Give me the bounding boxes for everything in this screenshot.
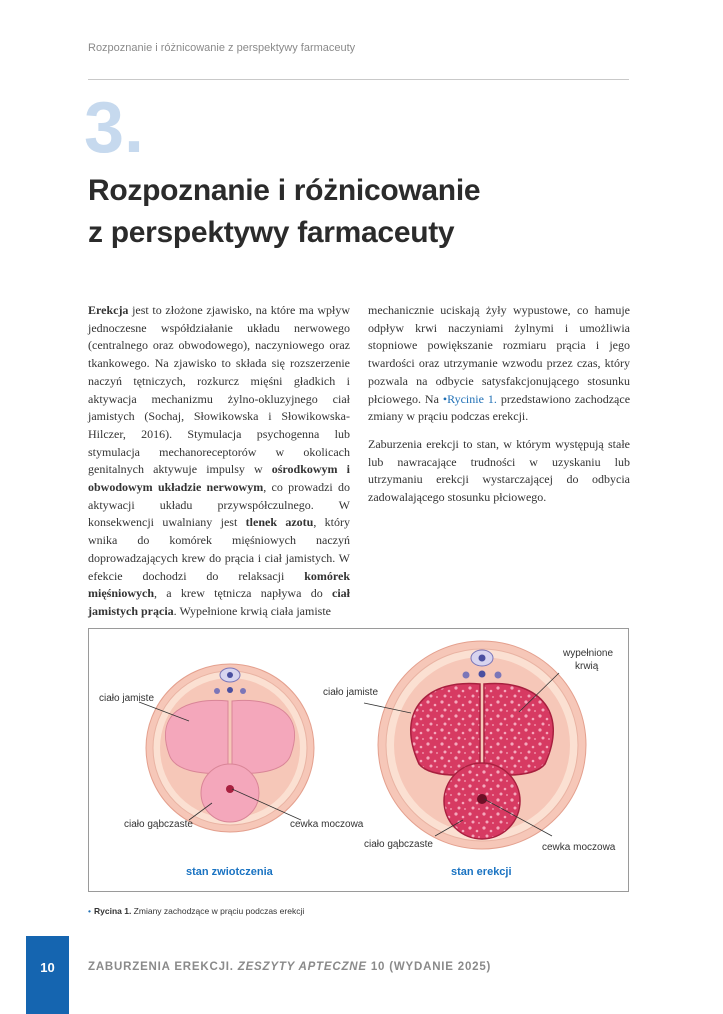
label-erect-state: stan erekcji <box>451 866 512 878</box>
term-nitric-oxide: tlenek azotu <box>245 515 314 530</box>
text-column-left <box>88 302 350 631</box>
term-corpora-cavernosa: ciał jamistych prącia <box>88 586 350 618</box>
paragraph <box>88 302 350 621</box>
term-erekcja: Erekcja <box>88 303 129 317</box>
label-erect-corpora: ciało jamiste <box>323 687 379 698</box>
caption-label: Rycina 1. <box>93 906 132 916</box>
text-run: . Wypełnione krwią ciała jamiste <box>173 603 331 618</box>
label-erect-filled-line2: krwią <box>575 661 599 672</box>
label-flaccid-spongiosum: ciało gąbczaste <box>124 819 193 830</box>
running-header: Rozpoznanie i różnicowanie z perspektywy farmaceuty <box>88 42 356 54</box>
chapter-title-line-2: z perspektywy farmaceuty <box>88 216 455 249</box>
page-number: 10 <box>40 960 55 975</box>
footer-title: ZABURZENIA EREKCJI. <box>88 961 234 973</box>
term-muscle-cells: komórek mięśniowych <box>88 568 350 601</box>
label-erect-urethra: cewka moczowa <box>542 842 616 853</box>
label-flaccid-urethra: cewka moczowa <box>290 819 364 830</box>
label-erect-spongiosum: ciało gąbczaste <box>364 839 433 850</box>
caption-bullet: • <box>88 906 91 916</box>
footer-publication <box>88 961 491 973</box>
text-run: przedstawiono zachodzące zmiany w prąciu podczas erekcji. <box>368 391 631 424</box>
figure-reference-link[interactable]: •Rycinie 1. <box>442 391 497 406</box>
chapter-number: 3. <box>84 88 145 168</box>
label-flaccid-corpora: ciało jamiste <box>99 693 155 704</box>
header-divider <box>88 79 629 80</box>
figure-caption <box>88 906 304 916</box>
text-run: jest to złożone zjawisko, na które ma wpływ jednoczesne współdziałanie układu nerwowego (centralnego oraz obwodowego), naczyniowego oraz tkankowego. Na zjawisko to składa się rozszerzenie naczyń tętniczych, rozkurcz mięśni gładkich i aktywacja mechanizmu żylno-okluzyjnego ciał jamistych (Sochaj, Słowikowska i Słowikowska-Hilczer, 2016). Stymulacja psychogenna lub stymulacja mechanoreceptorów w okolicach genitalnych aktywuje impulsy w <box>88 303 350 477</box>
paragraph: Zaburzenia erekcji to stan, w którym występują stałe lub nawracające trudności w uzyskaniu lub utrzymaniu erekcji wystarczającej do odbycia zadowalającego stosunku płciowego. <box>368 436 630 505</box>
caption-text: Zmiany zachodzące w prąciu podczas erekcji <box>131 906 305 916</box>
figure-illustration <box>89 629 630 893</box>
erect-cross-section <box>364 641 586 849</box>
figure-penis-cross-section <box>88 628 629 892</box>
term-nervous-system: ośrodkowym i obwodowym układzie nerwowym <box>88 462 351 495</box>
text-run: , co prowadzi do aktywacji układu przywspółczulnego. W konsekwencji uwalniany jest <box>88 480 350 530</box>
footer-issue: 10 (WYDANIE 2025) <box>366 961 492 973</box>
text-column-right <box>368 302 630 517</box>
chapter-title-line-1: Rozpoznanie i różnicowanie <box>88 174 481 207</box>
text-run: , a krew tętnicza napływa do <box>154 586 332 601</box>
footer-series: ZESZYTY APTECZNE <box>233 961 367 973</box>
flaccid-cross-section <box>139 664 314 832</box>
label-flaccid-state: stan zwiotczenia <box>186 866 273 878</box>
page-number-tab <box>26 936 69 1014</box>
label-erect-filled-line1: wypełnione <box>563 648 614 659</box>
text-run: , który wnika do komórek mięśniowych naczyń doprowadzających krew do prącia i ciał jamistych. W efekcie dochodzi do relaksacji <box>88 515 350 583</box>
paragraph <box>368 302 630 426</box>
text-run: mechanicznie uciskają żyły wypustowe, co hamuje odpływ krwi naczyniami żylnymi i umożliwia stopniowe powiększanie rozmiaru prącia i jego twardości oraz utrzymanie wzwodu przez czas, który pozwala na odbycie satysfakcjonującego stosunku płciowego. Na <box>368 303 630 406</box>
chapter-title <box>88 170 480 254</box>
